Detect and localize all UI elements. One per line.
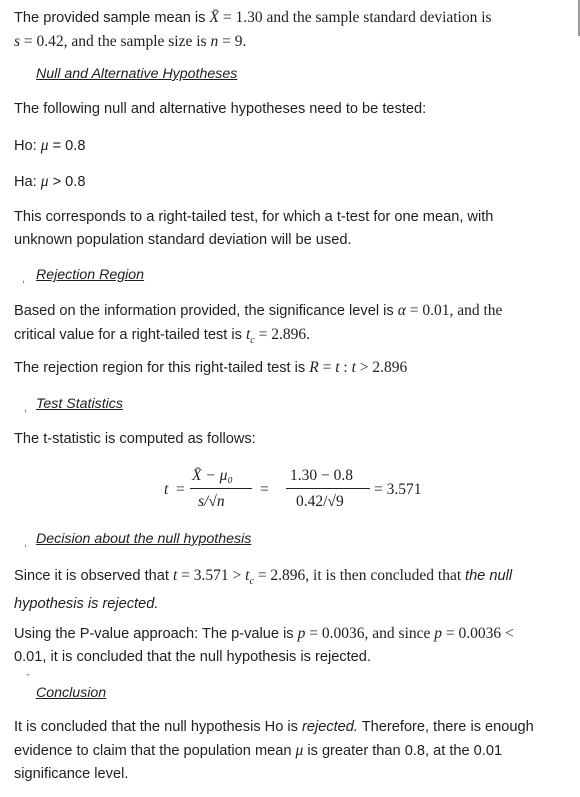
fraction-bar [190,488,252,489]
rejection-region-line [14,356,570,380]
conclusion-text: evidence to claim that the population mean [14,743,296,759]
alpha-symbol: α [397,302,406,319]
intro-text: = 9. [218,33,247,50]
region-symbol: R [309,359,319,376]
section-heading-test-stats: Test Statistics [36,396,123,412]
formula-numerator: X̄ − μ₀ [192,467,233,484]
sample-mean-symbol: X̄ [209,9,219,26]
decision-text: = 2.896, it is then concluded that [253,567,466,584]
pvalue-text: = 0.0036, and since [305,625,435,642]
null-hypothesis [14,134,570,158]
formula-equals: = [260,481,269,498]
pvalue-paragraph [14,622,570,669]
fraction-bar [286,488,370,489]
conclusion-text: Therefore, there is enough [357,719,534,735]
mu-symbol: μ [40,173,49,190]
n-symbol: n [210,33,219,50]
intro-text: = 1.30 and the sample standard deviation is [218,9,492,26]
ha-label: Ha: [14,174,41,190]
intro-text: The provided sample mean is [14,10,210,26]
pvalue-text: = 0.0036 < [442,625,514,642]
sd-symbol: s [14,33,21,50]
formula-result: = 3.571 [374,481,422,498]
test-type-text: unknown population standard deviation will be used. [14,232,352,248]
mu-symbol: μ [40,137,49,154]
rejection-text: = 2.896. [254,326,310,343]
conclusion-text: It is concluded that the null hypothesis Ho is [14,719,302,735]
p-symbol: p [434,625,443,642]
section-heading-hypotheses: Null and Alternative Hypotheses [36,66,238,82]
pvalue-text: 0.01, it is concluded that the null hypothesis is rejected. [14,649,371,665]
pvalue-text: Using the P-value approach: The p-value is [14,626,298,642]
h0-label: Ho: [14,138,41,154]
hypotheses-intro: The following null and alternative hypotheses need to be tested: [14,101,427,117]
conclusion-text: is greater than 0.8, at the 0.01 [303,743,503,759]
ha-value: > 0.8 [48,174,86,190]
decorative-mark: ˇ [26,673,30,685]
alternative-hypothesis [14,170,570,194]
intro-text: = 0.42, and the sample size is [20,33,211,50]
rejection-text: Based on the information provided, the significance level is [14,303,398,319]
decision-emphasis: hypothesis is rejected. [14,595,159,612]
conclusion-emphasis: rejected. [301,719,358,735]
decision-paragraph [14,564,570,616]
t-symbol: t [173,567,178,584]
intro-paragraph [14,6,570,54]
decorative-mark: , [24,537,28,549]
mu-symbol: μ [295,742,304,759]
t-symbol: t [335,359,340,376]
test-type-paragraph [14,206,570,252]
conclusion-text: significance level. [14,766,129,782]
rejection-text: The rejection region for this right-tailed test is [14,360,310,376]
tc-subscript: c [250,334,255,346]
t-symbol: t [351,359,356,376]
decorative-mark: , [22,273,26,285]
decision-text: = 3.571 > [177,567,246,584]
tc-symbol: t [245,567,250,584]
formula-denominator: 0.42/√9 [296,493,344,510]
p-symbol: p [297,625,306,642]
formula-equals: = [176,481,185,498]
rejection-text: > 2.896 [355,359,408,376]
section-heading-decision: Decision about the null hypothesis [36,531,252,547]
rejection-text: = 0.01, and the [405,302,503,319]
tc-subscript: c [249,575,254,587]
t-statistic-formula [164,468,484,516]
formula-t: t [164,481,169,498]
decision-emphasis: the null [465,568,513,584]
section-heading-rejection: Rejection Region [36,267,145,283]
test-type-text: This corresponds to a right-tailed test, for which a t-test for one mean, with [14,209,494,225]
tc-symbol: t [245,326,251,343]
rejection-text: critical value for a right-tailed test is [14,327,246,343]
conclusion-paragraph [14,716,570,786]
decision-text: Since it is observed that [14,568,173,584]
decorative-mark: , [24,402,28,414]
section-heading-conclusion: Conclusion [36,685,107,701]
rejection-text: = [318,359,336,376]
test-stats-intro: The t-statistic is computed as follows: [14,431,256,447]
rejection-paragraph [14,299,570,352]
h0-value: = 0.8 [48,138,86,154]
rejection-text: : [339,359,352,376]
formula-numerator: 1.30 − 0.8 [290,467,353,484]
formula-denominator: s/√n [198,493,225,510]
